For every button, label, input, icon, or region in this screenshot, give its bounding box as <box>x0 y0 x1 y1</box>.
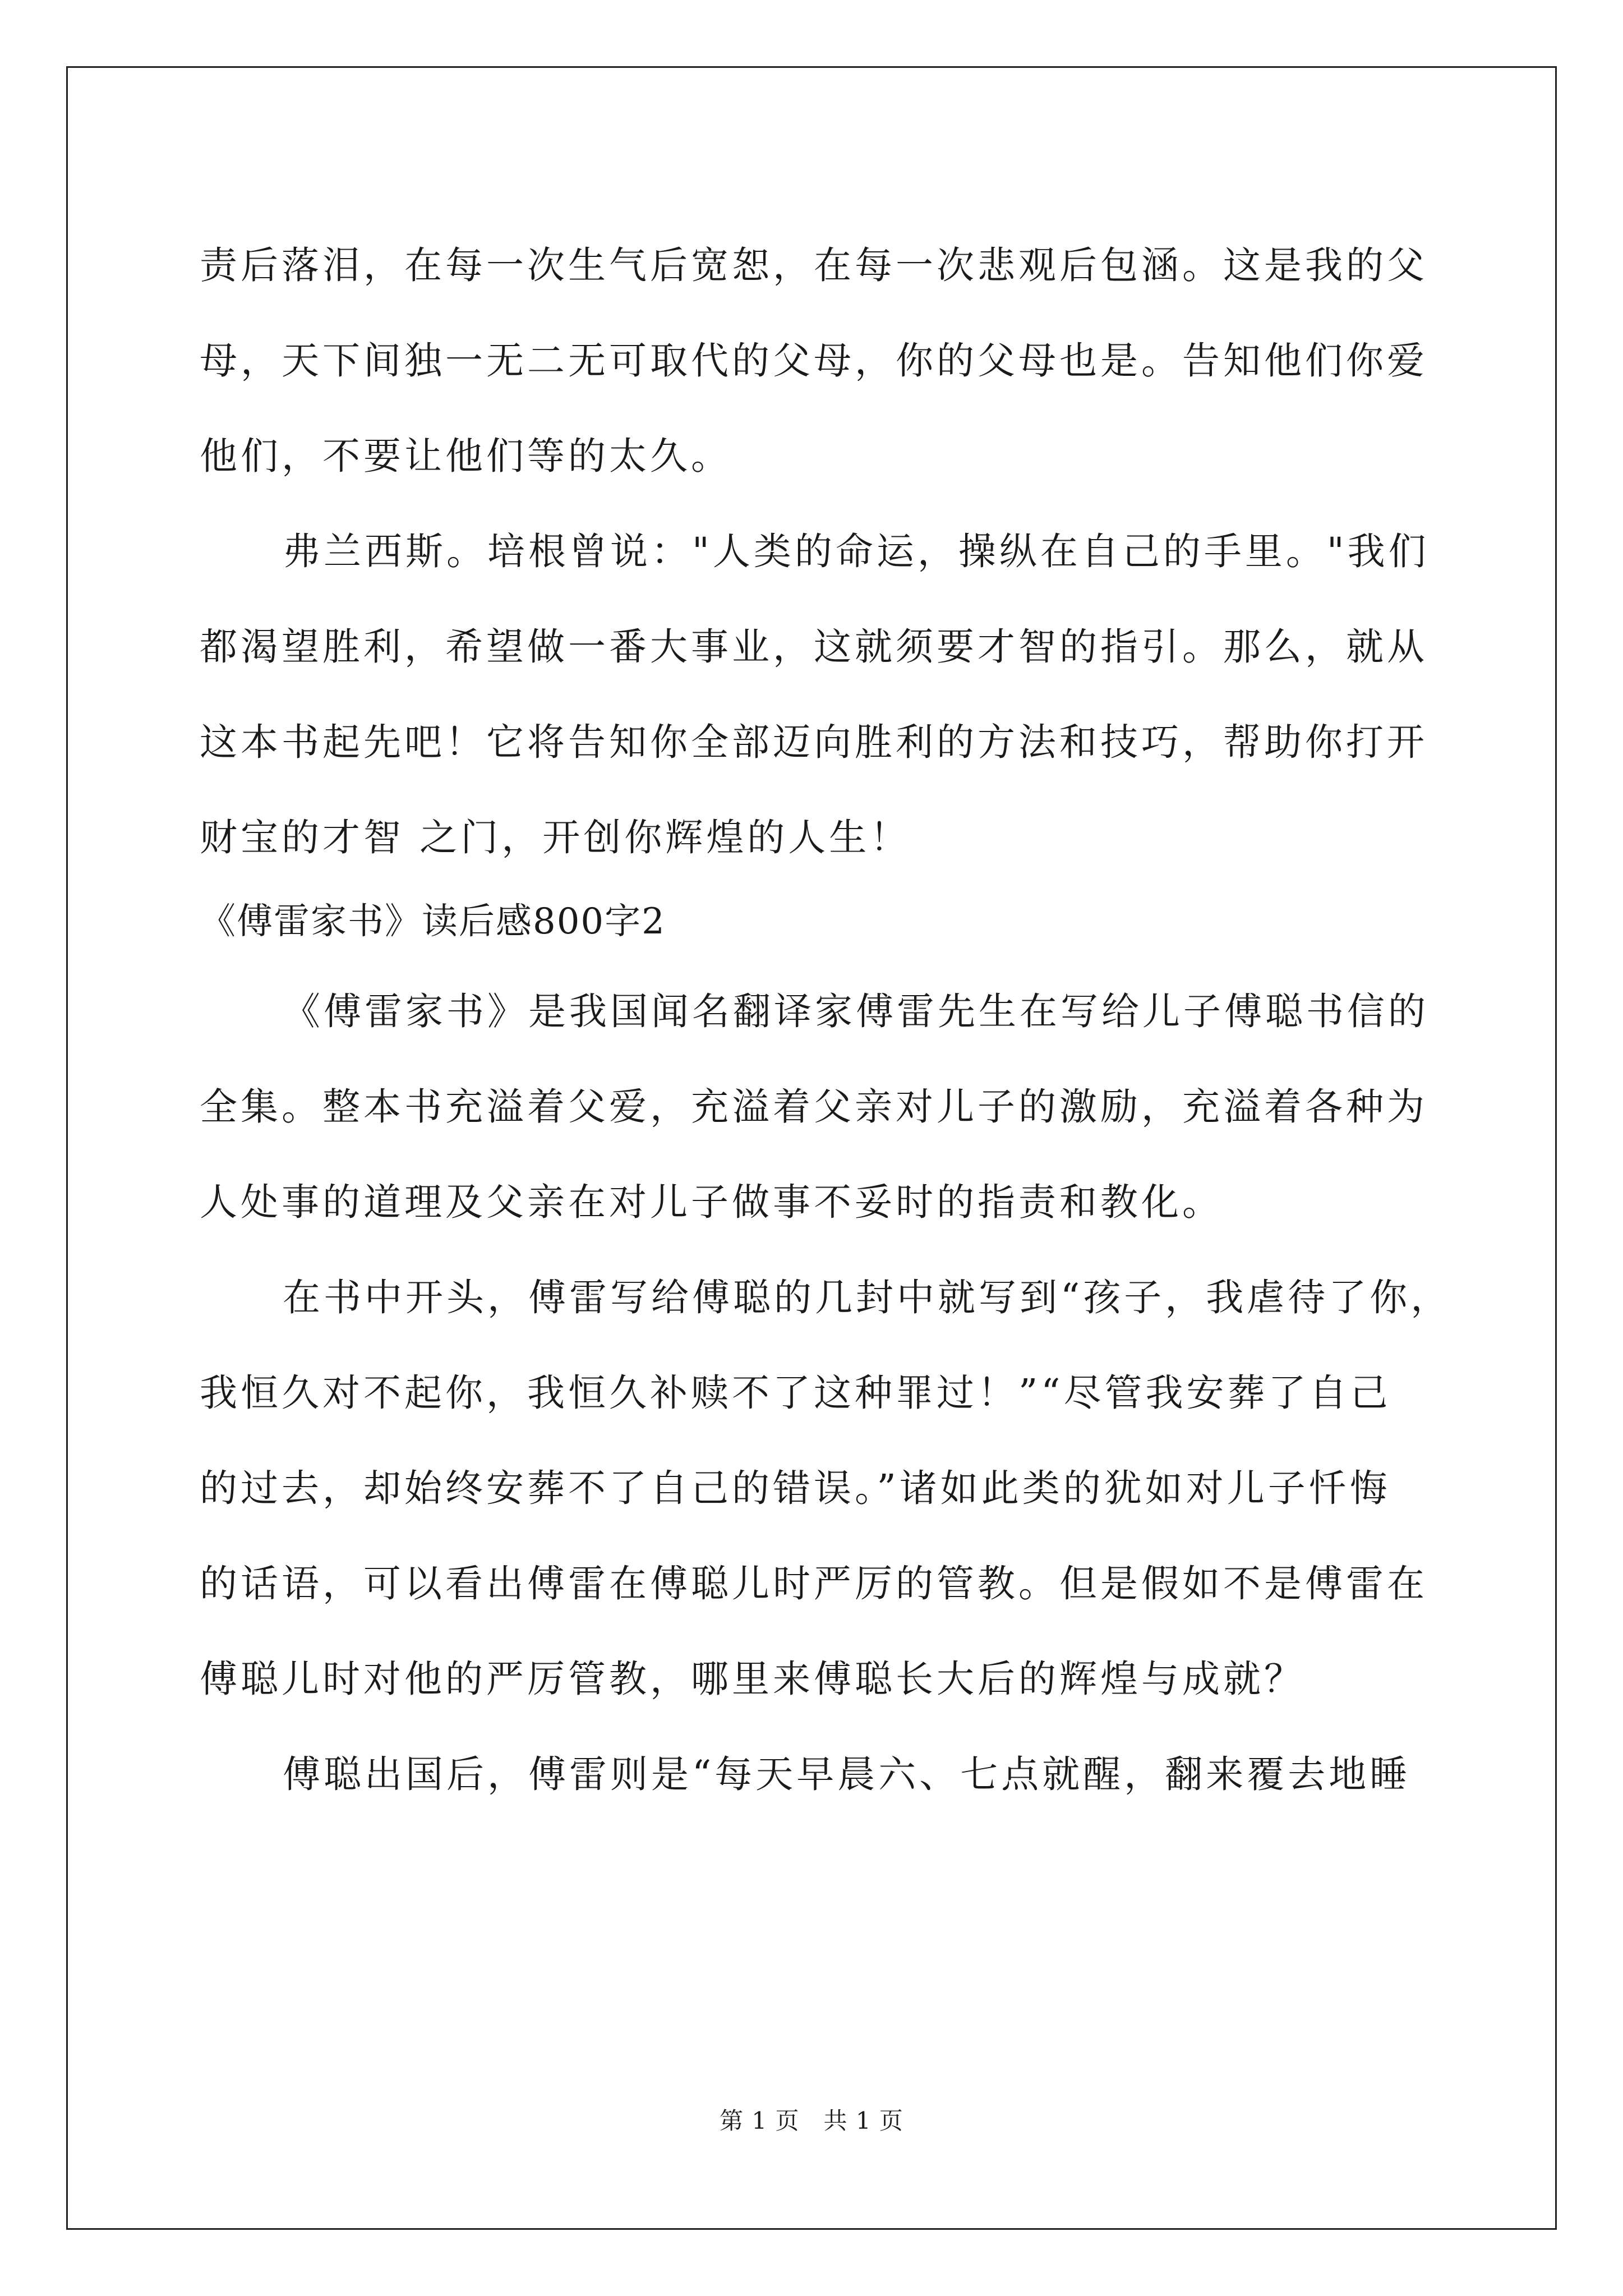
section-heading: 《傅雷家书》读后感800字2 <box>200 901 666 942</box>
body-line: 母，天下间独一无二无可取代的父母，你的父母也是。告知他们你爱 <box>200 339 1428 383</box>
body-line: 责后落泪，在每一次生气后宽恕，在每一次悲观后包涵。这是我的父 <box>200 243 1428 287</box>
body-line: 的过去，却始终安葬不了自己的错误。”诸如此类的犹如对儿子忏悔 <box>200 1466 1391 1510</box>
body-line: 傅聪出国后，傅雷则是“每天早晨六、七点就醒，翻来覆去地睡 <box>283 1752 1411 1796</box>
body-line: 弗兰西斯。培根曾说："人类的命运，操纵在自己的手里。"我们 <box>283 530 1430 573</box>
body-line: 这本书起先吧！它将告知你全部迈向胜利的方法和技巧，帮助你打开 <box>200 720 1428 764</box>
body-line: 《傅雷家书》是我国闻名翻译家傅雷先生在写给儿子傅聪书信的 <box>283 990 1429 1033</box>
body-line: 全集。整本书充溢着父爱，充溢着父亲对儿子的激励，充溢着各种为 <box>200 1085 1428 1129</box>
body-line: 人处事的道理及父亲在对儿子做事不妥时的指责和教化。 <box>200 1180 1223 1224</box>
body-line: 我恒久对不起你，我恒久补赎不了这种罪过！”“尽管我安葬了自己 <box>200 1371 1391 1415</box>
body-line: 财宝的才智 之门，开创你辉煌的人生！ <box>200 816 911 859</box>
body-line: 都渴望胜利，希望做一番大事业，这就须要才智的指引。那么，就从 <box>200 625 1428 669</box>
body-line: 在书中开头，傅雷写给傅聪的几封中就写到“孩子，我虐待了你， <box>283 1276 1452 1319</box>
document-body <box>200 218 1452 1822</box>
body-line: 他们，不要让他们等的太久。 <box>200 434 732 478</box>
body-line: 的话语，可以看出傅雷在傅聪儿时严厉的管教。但是假如不是傅雷在 <box>200 1562 1428 1605</box>
page-number-footer: 第 1 页 共 1 页 <box>720 2107 903 2134</box>
body-line: 傅聪儿时对他的严厉管教，哪里来傅聪长大后的辉煌与成就？ <box>200 1657 1305 1701</box>
